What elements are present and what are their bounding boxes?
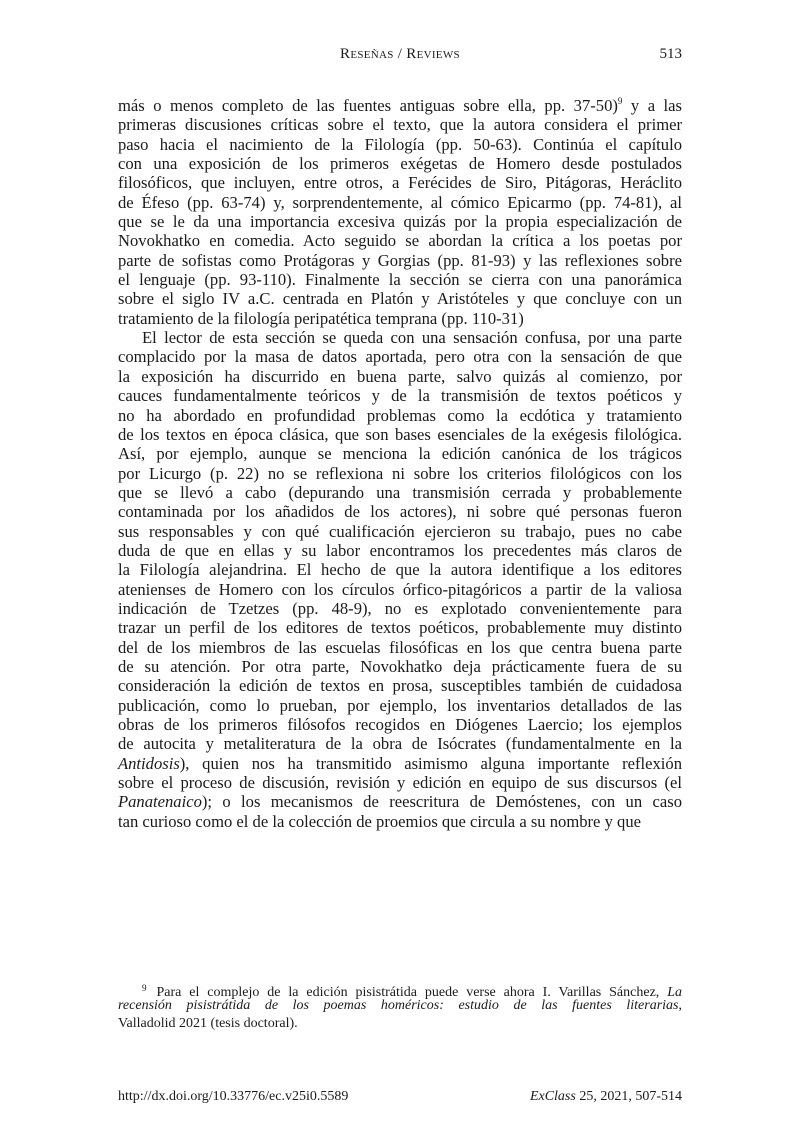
text-line (118, 734, 682, 753)
text-run: el lenguaje (pp. 93-110). Finalmente la sección se cierra con una panorámica (118, 270, 682, 290)
text-run: duda de que en ellas y su labor encontramos los precedentes más claros de (118, 540, 682, 560)
paragraph (118, 328, 682, 831)
text-line (118, 289, 682, 308)
text-run: publicación, como lo prueban, por ejemplo, los inventarios detallados de las (118, 695, 682, 715)
text-run: y a las (622, 96, 682, 115)
text-line (118, 425, 682, 444)
text-line (118, 676, 682, 695)
text-run: filosóficos, que incluyen, entre otros, a Ferécides de Siro, Pitágoras, Heráclito (118, 173, 682, 193)
text-line (118, 754, 682, 773)
text-line (118, 154, 682, 173)
text-line (118, 792, 682, 811)
footnote-line (118, 997, 682, 1015)
text-run: la Filología alejandrina. El hecho de que la autora identifique a los editores (118, 560, 682, 580)
footnote-line (118, 979, 682, 1000)
text-run: obras de los primeros filósofos recogidos en Diógenes Laercio; los ejemplos (118, 715, 682, 734)
text-run: sus responsables y con qué cualificación ejercieron su trabajo, pues no cabe (118, 521, 682, 541)
text-line (118, 115, 682, 134)
footnote-ref: 9 (617, 96, 623, 106)
text-run: tratamiento de la filología peripatética temprana (pp. 110-31) (118, 308, 524, 328)
text-run: atenienses de Homero con los círculos órfico-pitagóricos a partir de la valiosa (118, 579, 682, 599)
text-line (118, 347, 682, 366)
text-run: consideración la edición de textos en prosa, susceptibles también de cuidadosa (118, 676, 682, 696)
footnote (118, 979, 682, 1033)
text-line (118, 193, 682, 212)
text-run: tan curioso como el de la colección de proemios que circula a su nombre y que (118, 811, 641, 831)
running-header (118, 46, 682, 68)
italic-title: Antidosis (118, 753, 180, 773)
text-line (118, 502, 682, 521)
text-line (118, 406, 682, 425)
text-run: sobre el proceso de discusión, revisión y edición en equipo de sus discursos (el (118, 773, 682, 793)
text-run: El lector de esta sección se queda con una sensación confusa, por una parte (142, 328, 682, 348)
text-run: la exposición ha discurrido en buena parte, salvo quizás al comienzo, por (118, 366, 682, 386)
text-line (118, 618, 682, 637)
text-line (118, 638, 682, 657)
text-run: Así, por ejemplo, aunque se menciona la edición canónica de los trágicos (118, 444, 682, 464)
text-run: que se llevó a cabo (depurando una transmisión cerrada y probablemente (118, 482, 682, 502)
text-line (118, 715, 682, 734)
text-line (118, 328, 682, 347)
text-line (118, 231, 682, 250)
text-run: parte de sofistas como Protágoras y Gorgias (pp. 81-93) y las reflexiones sobre (118, 250, 682, 270)
text-run: Novokhatko en comedia. Acto seguido se abordan la crítica a los poetas por (118, 231, 682, 251)
text-line (118, 135, 682, 154)
text-line (118, 444, 682, 463)
text-run: de autocita y metaliteratura de la obra de Isócrates (fundamentalmente en la (118, 734, 682, 754)
text-run: de los textos en época clásica, que son bases esenciales de la exégesis filológica. (118, 424, 682, 444)
text-run: de Éfeso (pp. 63-74) y, sorprendentemente, al cómico Epicarmo (pp. 74-81), al (118, 192, 682, 212)
text-line (118, 599, 682, 618)
italic-title: recensión pisistrátida de los poemas homéricos: estudio de las fuentes literarias (118, 998, 679, 1013)
text-line (118, 251, 682, 270)
text-run: Para el complejo de la edición pisistrátida puede verse ahora I. Varillas Sánchez, (156, 985, 668, 1000)
text-run: primeras discusiones críticas sobre el texto, que la autora considera el primer (118, 115, 682, 135)
text-run: ), quien nos ha transmitido asimismo alguna importante reflexión (179, 753, 682, 773)
text-run: cauces fundamentalmente teóricos y de la transmisión de textos poéticos y (118, 386, 682, 406)
text-run: , (678, 998, 682, 1013)
text-line (118, 464, 682, 483)
page-number: 513 (659, 46, 682, 62)
text-run: no ha abordado en profundidad problemas como la ecdótica y tratamiento (118, 405, 682, 425)
text-run: sobre el siglo IV a.C. centrada en Platón y Aristóteles y que concluye con un (118, 289, 682, 309)
text-run: paso hacia el nacimiento de la Filología (pp. 50-63). Continúa el capítulo (118, 134, 682, 154)
text-line (118, 773, 682, 792)
text-run: del de los miembros de las escuelas filosóficas en los que centra buena parte (118, 637, 682, 657)
text-line (118, 270, 682, 289)
text-line (118, 309, 682, 328)
text-run: de su atención. Por otra parte, Novokhatko deja prácticamente fuera de su (118, 656, 682, 676)
text-run: ); o los mecanismos de reescritura de Demóstenes, con un caso (201, 792, 682, 812)
text-line (118, 96, 682, 115)
text-line (118, 657, 682, 676)
text-run: más o menos completo de las fuentes antiguas sobre ella, pp. 37-50) (118, 96, 618, 115)
text-run: con una exposición de los primeros exégetas de Homero desde postulados (118, 154, 682, 174)
running-title: Reseñas / Reviews (340, 46, 460, 62)
text-line (118, 696, 682, 715)
text-run: contaminada por los añadidos de los actores), ni sobre qué personas fueron (118, 502, 682, 522)
text-run: Valladolid 2021 (tesis doctoral). (118, 1016, 298, 1031)
italic-title: La (667, 985, 682, 1000)
footnote-line (118, 1015, 682, 1033)
text-run: que se le da una importancia excesiva quizás por la propia especialización de (118, 212, 682, 232)
journal-volume: 25, 2021, 507-514 (575, 1089, 682, 1104)
text-line (118, 483, 682, 502)
journal-citation (530, 1089, 682, 1105)
text-line (118, 522, 682, 541)
text-line (118, 812, 682, 831)
text-line (118, 560, 682, 579)
footnote-number: 9 (142, 983, 147, 993)
doi-link[interactable]: http://dx.doi.org/10.33776/ec.v25i0.5589 (118, 1089, 349, 1104)
text-run: trazar un perfil de los editores de textos poéticos, probablemente muy distinto (118, 618, 682, 638)
text-run: complacido por la masa de datos aportada, pero otra con la sensación de que (118, 347, 682, 367)
text-run: por Licurgo (p. 22) no se reflexiona ni sobre los criterios filológicos con los (118, 463, 682, 483)
text-line (118, 367, 682, 386)
body-text (118, 96, 682, 831)
journal-name: ExClass (529, 1089, 576, 1104)
text-line (118, 212, 682, 231)
italic-title: Panatenaico (118, 792, 202, 812)
text-line (118, 386, 682, 405)
text-line (118, 173, 682, 192)
text-line (118, 541, 682, 560)
text-run: indicación de Tzetzes (pp. 48-9), no es explotado convenientemente para (118, 598, 682, 618)
text-line (118, 580, 682, 599)
paragraph (118, 96, 682, 328)
